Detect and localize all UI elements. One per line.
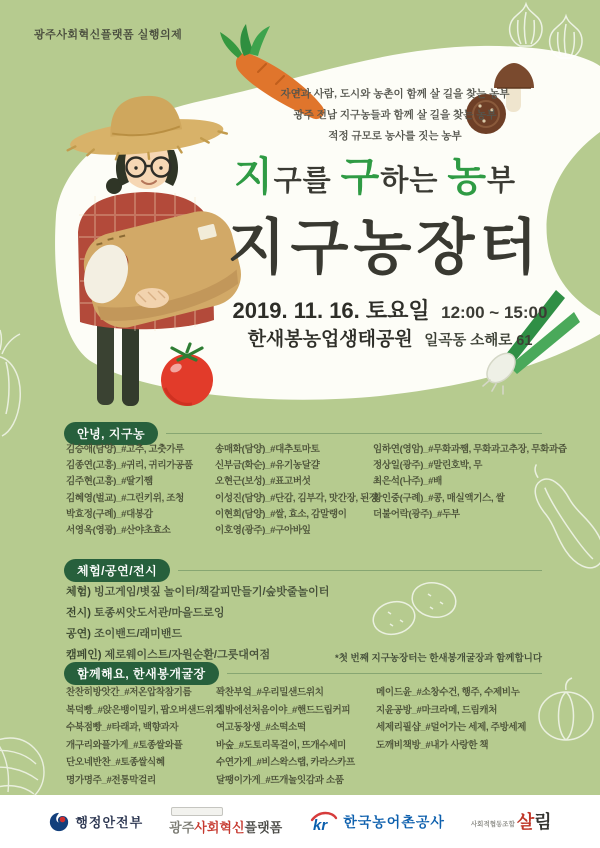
vendor-line: 이현희(담양)_#쌀, 효소, 감말랭이 bbox=[215, 508, 347, 520]
market-line: 명가명주_#전통막걸리 bbox=[66, 774, 156, 786]
event-time: 12:00 ~ 15:00 bbox=[441, 303, 548, 322]
logo-krc bbox=[308, 810, 445, 834]
footer-logo-strip bbox=[0, 795, 600, 848]
event-address: 일곡동 소해로 61 bbox=[424, 333, 533, 349]
vendor-line: 신부금(화순)_#유기농달걀 bbox=[215, 460, 320, 472]
vendor-line: 임하연(영암)_#무화과쨈, 무화과고추장, 무화과즙 bbox=[373, 444, 567, 455]
market-line: 도깨비책방_#내가 사랑한 책 bbox=[376, 739, 489, 751]
market-line: 개구리와플가게_#토종쌀와플 bbox=[66, 739, 183, 751]
vendor-line: 송매화(담양)_#대추토마토 bbox=[215, 444, 320, 455]
subtitle-accent: 농 bbox=[447, 155, 488, 199]
gwangju-logo-chip bbox=[171, 807, 223, 816]
gwangju-label: 광주사회혁신플랫폼 bbox=[169, 820, 283, 835]
logo-salim bbox=[471, 813, 552, 831]
potato-line-art-icon bbox=[370, 579, 459, 639]
market-line: 찬찬히방앗간_#저온압착참기름 bbox=[66, 687, 192, 698]
vendor-line: 김종연(고흥)_#귀리, 귀리가공품 bbox=[66, 460, 193, 472]
section-header-program bbox=[64, 559, 542, 582]
market-line: 세제리필샵_#덜어가는 세제, 주방세제 bbox=[376, 722, 527, 734]
vendor-column-1 bbox=[66, 442, 193, 539]
market-line: 지윤공방_#마크라메, 드림캐처 bbox=[376, 704, 498, 716]
section-pill: 함께해요, 한새봉개굴장 bbox=[64, 662, 219, 685]
event-date-line bbox=[100, 294, 600, 325]
program-line: 전시) 토종씨앗도서관/마을드로잉 bbox=[66, 607, 225, 619]
section-header-market bbox=[64, 662, 542, 685]
section-pill: 체험/공연/전시 bbox=[64, 559, 170, 582]
market-line: 달팽이가게_#뜨개놀잇감과 소품 bbox=[216, 774, 344, 786]
vendor-line: 정상일(광주)_#말린호박, 무 bbox=[373, 460, 483, 472]
market-line: 수북점빵_#타래과, 백향과자 bbox=[66, 722, 179, 734]
market-line: 바숲_#도토리목걸이, 뜨개수세미 bbox=[216, 739, 347, 751]
mois-symbol-icon bbox=[48, 811, 70, 833]
vendor-line: 김승애(담양)_#고추, 고춧가루 bbox=[66, 444, 185, 455]
salim-label: 살림 bbox=[516, 811, 552, 832]
section-rule bbox=[178, 570, 542, 571]
vendor-column-2 bbox=[215, 442, 378, 539]
vendor-line: 이성진(담양)_#단감, 김부각, 맛간장, 된장 bbox=[215, 492, 378, 504]
vendor-line: 서영옥(영광)_#산야초효소 bbox=[66, 524, 171, 536]
section-pill: 안녕, 지구농 bbox=[64, 422, 158, 445]
program-label: 광주사회혁신플랫폼 실행의제 bbox=[34, 29, 183, 41]
vendor-line: 박효정(구례)_#대봉감 bbox=[66, 508, 153, 520]
section-rule bbox=[166, 433, 542, 434]
mois-label: 행정안전부 bbox=[75, 815, 144, 830]
market-line: 단오네반찬_#토종쌀식혜 bbox=[66, 757, 165, 769]
event-title: 지구농장터 bbox=[227, 214, 543, 281]
intro-line: 광주 전남 지구농들과 함께 살 길을 찾는 농부 bbox=[293, 109, 497, 121]
footnote: *첫 번째 지구농장터는 한새봉개굴장과 함께합니다 bbox=[335, 653, 542, 664]
vendor-line: 최은석(나주)_#배 bbox=[373, 476, 442, 488]
intro-line: 적정 규모로 농사를 짓는 농부 bbox=[328, 130, 462, 142]
market-line: 메이드윤_#소창수건, 행주, 수제비누 bbox=[376, 687, 520, 698]
market-line: 수연가게_#비스왁스랩, 카라스카프 bbox=[216, 757, 355, 769]
program-line: 공연) 조이밴드/래미밴드 bbox=[66, 628, 183, 640]
market-line: 여고동창생_#소떡소떡 bbox=[216, 722, 306, 734]
event-venue: 한새봉농업생태공원 bbox=[247, 329, 413, 350]
pumpkin-line-art-icon bbox=[539, 678, 593, 740]
salim-coop-label: 사회적협동조합 bbox=[470, 820, 515, 828]
radish-line-art-icon bbox=[0, 330, 20, 436]
vendor-line: 김혜영(벌교)_#그린키위, 조청 bbox=[66, 492, 185, 504]
market-line: 복덕빵_#앉은뱅이밀키, 팝오버샌드위치 bbox=[66, 704, 223, 716]
market-column-3 bbox=[376, 684, 526, 754]
program-line: 캠페인) 제로웨이스트/자원순환/그릇대여점 bbox=[66, 649, 271, 661]
vendor-line: 더불어락(광주)_#두부 bbox=[373, 508, 460, 520]
subtitle-accent: 구 bbox=[340, 155, 381, 199]
section-rule bbox=[227, 673, 542, 674]
subtitle-accent: 지 bbox=[233, 155, 274, 199]
vendor-line: 오현근(보성)_#표고버섯 bbox=[215, 476, 311, 488]
event-venue-line bbox=[100, 324, 600, 351]
market-line: 집밖에선처음이야_#핸드드립커피 bbox=[216, 704, 351, 716]
program-lines bbox=[66, 582, 329, 666]
vendor-column-3 bbox=[373, 442, 567, 523]
krc-label: 한국농어촌공사 bbox=[343, 813, 445, 830]
logo-gwangju-platform bbox=[169, 807, 282, 836]
vendor-line: 김주현(고흥)_#딸기쨈 bbox=[66, 476, 153, 488]
event-date: 2019. 11. 16. 토요일 bbox=[232, 298, 430, 323]
intro-lines bbox=[255, 84, 535, 147]
krc-symbol-icon bbox=[308, 810, 338, 834]
vendor-line: 이호영(광주)_#구아바잎 bbox=[215, 524, 311, 536]
market-column-2 bbox=[216, 684, 355, 790]
logo-mois bbox=[48, 811, 143, 833]
svg-text:kr: kr bbox=[313, 816, 328, 834]
event-subtitle: 지구를 구하는 농부 bbox=[233, 155, 517, 199]
market-column-1 bbox=[66, 684, 223, 790]
market-line: 꽉찬부엌_#우리밀샌드위치 bbox=[216, 687, 324, 698]
program-line: 체험) 빙고게임/볏짚 놀이터/책갈피만들기/숲밧줄놀이터 bbox=[66, 586, 330, 598]
intro-line: 자연과 사람, 도시와 농촌이 함께 살 길을 찾는 농부 bbox=[280, 88, 510, 100]
vendor-line: 황인중(구례)_#콩, 매실액기스, 쌀 bbox=[373, 492, 505, 504]
